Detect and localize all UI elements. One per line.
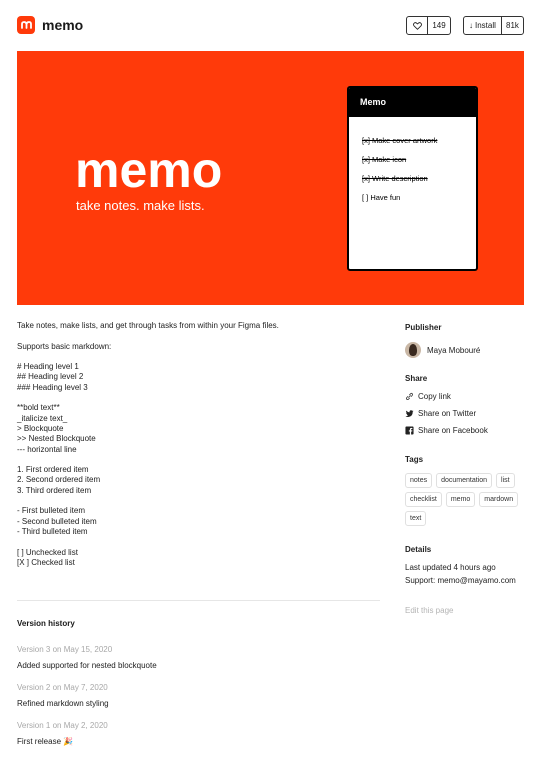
memo-card-item: [x] Make cover artwork bbox=[362, 136, 438, 145]
facebook-label: Share on Facebook bbox=[418, 425, 488, 435]
banner-tagline: take notes. make lists. bbox=[76, 198, 205, 213]
memo-card-list bbox=[349, 117, 476, 202]
publisher-name: Maya Mobouré bbox=[427, 345, 481, 355]
memo-card-title: Memo bbox=[349, 88, 476, 117]
description-line: > Blockquote bbox=[17, 423, 64, 433]
twitter-label: Share on Twitter bbox=[418, 408, 477, 418]
details-section bbox=[405, 545, 516, 616]
copy-link-button[interactable] bbox=[405, 391, 488, 401]
description-line: --- horizontal line bbox=[17, 444, 77, 454]
tag-chip[interactable]: documentation bbox=[436, 473, 492, 488]
description-line: ## Heading level 2 bbox=[17, 372, 84, 382]
description-line bbox=[17, 352, 382, 362]
description-line: 3. Third ordered item bbox=[17, 485, 92, 495]
install-label-group bbox=[464, 17, 501, 34]
install-label: Install bbox=[475, 21, 496, 30]
memo-card-preview bbox=[347, 86, 478, 271]
memo-card-item: [x] Make icon bbox=[362, 155, 407, 164]
version-meta: Version 3 on May 15, 2020 bbox=[17, 645, 113, 654]
edit-page-link[interactable]: Edit this page bbox=[405, 606, 454, 615]
tag-chip[interactable]: text bbox=[405, 511, 426, 526]
memo-card-item: [ ] Have fun bbox=[362, 193, 401, 202]
description-line: Supports basic markdown: bbox=[17, 341, 112, 351]
share-section bbox=[405, 374, 488, 435]
publisher-section bbox=[405, 323, 480, 358]
install-count: 81k bbox=[501, 17, 523, 34]
tag-chip[interactable]: memo bbox=[446, 492, 475, 507]
share-facebook-button[interactable] bbox=[405, 425, 488, 435]
description-line: - Second bulleted item bbox=[17, 516, 97, 526]
tags-heading: Tags bbox=[405, 455, 424, 464]
app-title: memo bbox=[42, 17, 84, 33]
link-icon bbox=[405, 392, 414, 401]
tag-chip[interactable]: checklist bbox=[405, 492, 442, 507]
copy-link-label: Copy link bbox=[418, 391, 451, 401]
share-twitter-button[interactable] bbox=[405, 408, 488, 418]
section-divider bbox=[17, 600, 380, 601]
banner-wordmark: memo bbox=[75, 142, 223, 198]
description-line bbox=[17, 393, 382, 403]
version-note: First release 🎉 bbox=[17, 737, 74, 746]
description-line bbox=[17, 496, 382, 506]
tag-list bbox=[405, 473, 525, 530]
version-entry bbox=[17, 645, 157, 671]
heart-icon bbox=[407, 17, 427, 34]
version-note: Refined markdown styling bbox=[17, 699, 109, 708]
description-line: [ ] Unchecked list bbox=[17, 547, 78, 557]
version-meta: Version 1 on May 2, 2020 bbox=[17, 721, 108, 730]
app-logo-icon bbox=[17, 16, 35, 34]
version-history-title: Version history bbox=[17, 619, 75, 628]
cover-banner bbox=[17, 51, 524, 305]
description-line: [X ] Checked list bbox=[17, 557, 75, 567]
like-count: 149 bbox=[427, 17, 450, 34]
share-heading: Share bbox=[405, 374, 428, 383]
last-updated-text: Last updated 4 hours ago bbox=[405, 563, 496, 572]
install-button[interactable] bbox=[463, 16, 524, 35]
support-email: Support: memo@mayamo.com bbox=[405, 576, 516, 585]
memo-card-item: [x] Write description bbox=[362, 174, 428, 183]
description-line: 1. First ordered item bbox=[17, 465, 89, 475]
plugin-description bbox=[17, 321, 382, 568]
avatar bbox=[405, 342, 421, 358]
tag-chip[interactable]: notes bbox=[405, 473, 432, 488]
details-heading: Details bbox=[405, 545, 432, 554]
like-button[interactable] bbox=[406, 16, 451, 35]
description-line: 2. Second ordered item bbox=[17, 475, 101, 485]
description-line bbox=[17, 331, 382, 341]
tags-section bbox=[405, 455, 525, 530]
description-line: - First bulleted item bbox=[17, 506, 86, 516]
version-note: Added supported for nested blockquote bbox=[17, 661, 157, 670]
description-line: _italicize text_ bbox=[17, 413, 68, 423]
description-line: >> Nested Blockquote bbox=[17, 434, 96, 444]
version-meta: Version 2 on May 7, 2020 bbox=[17, 683, 108, 692]
page-header bbox=[0, 0, 541, 50]
publisher-link[interactable] bbox=[405, 342, 480, 358]
description-line: - Third bulleted item bbox=[17, 526, 88, 536]
twitter-icon bbox=[405, 409, 414, 418]
publisher-heading: Publisher bbox=[405, 323, 442, 332]
description-line: # Heading level 1 bbox=[17, 362, 79, 372]
description-line: **bold text** bbox=[17, 403, 60, 413]
description-line bbox=[17, 537, 382, 547]
version-entry bbox=[17, 683, 109, 709]
version-entry bbox=[17, 721, 108, 747]
tag-chip[interactable]: mardown bbox=[479, 492, 518, 507]
tag-chip[interactable]: list bbox=[496, 473, 515, 488]
description-line: Take notes, make lists, and get through tasks from within your Figma files. bbox=[17, 321, 279, 330]
download-arrow-icon: ↓ bbox=[469, 21, 473, 30]
description-line: ### Heading level 3 bbox=[17, 382, 88, 392]
facebook-icon bbox=[405, 426, 414, 435]
description-line bbox=[17, 455, 382, 465]
